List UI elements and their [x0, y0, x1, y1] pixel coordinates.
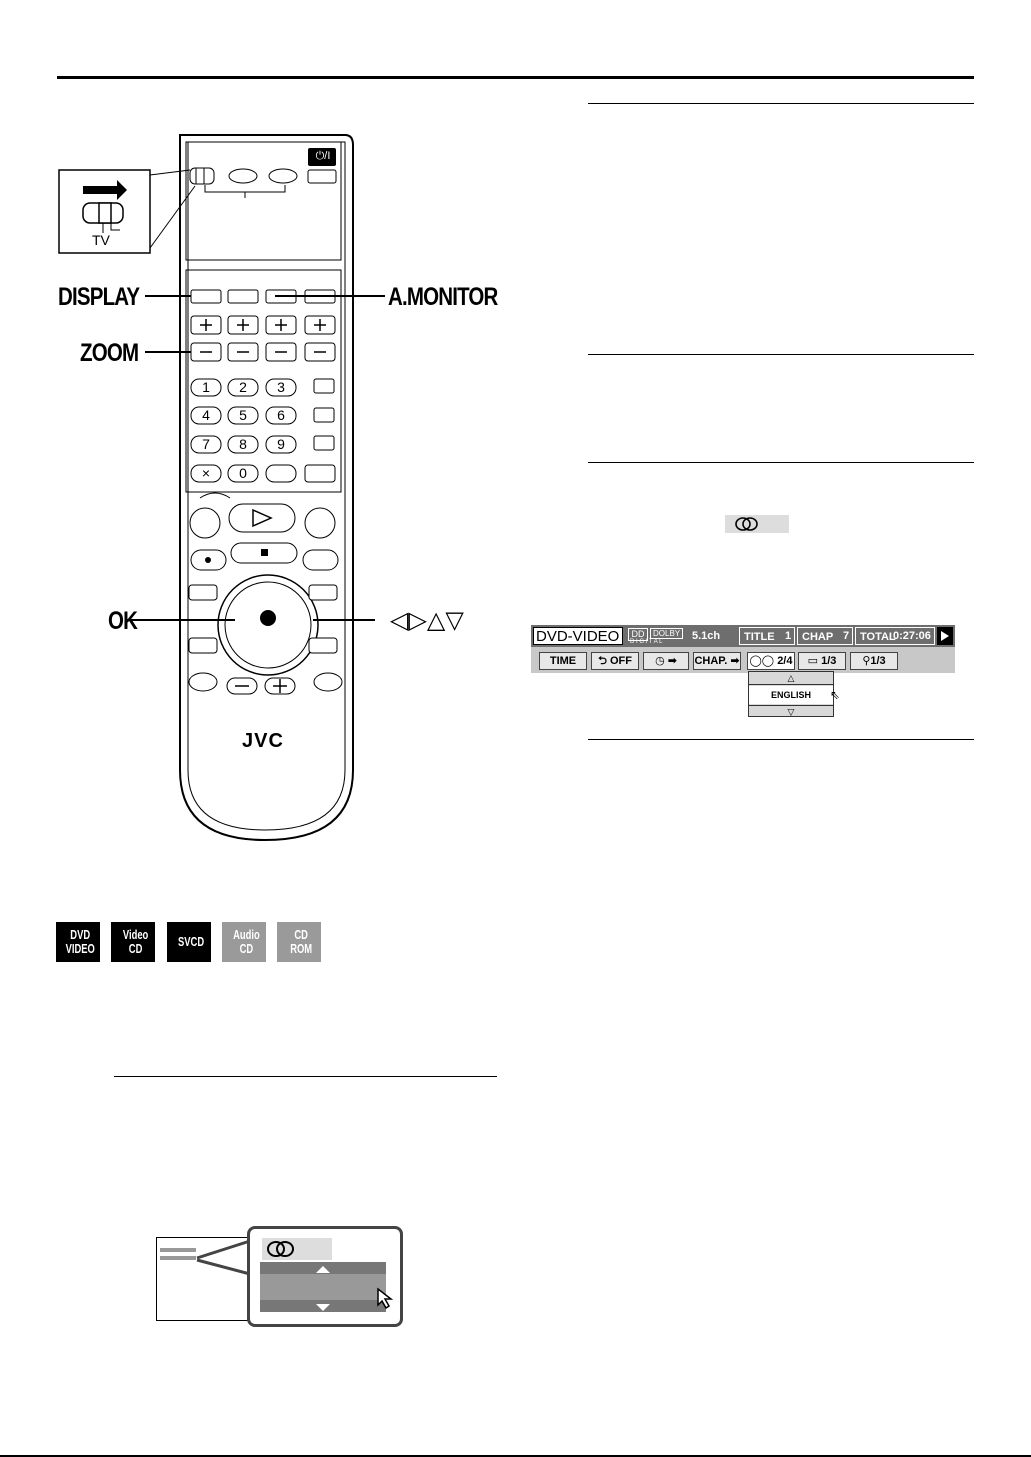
jvc-logo: JVC — [242, 730, 284, 752]
section-rule-2 — [588, 354, 974, 355]
power-button-label: ⏻/I — [315, 150, 331, 162]
ok-callout: OK — [108, 607, 138, 635]
arrow-right-icon: ➡ — [730, 655, 740, 667]
osd-play-icon — [937, 627, 953, 645]
inset-audio-icon — [262, 1238, 332, 1260]
svg-text:3: 3 — [277, 379, 285, 395]
svg-text:6: 6 — [277, 407, 285, 423]
svg-text:8: 8 — [239, 436, 247, 452]
a-monitor-callout: A.MONITOR — [388, 283, 498, 311]
inset-up-arrow-icon — [260, 1262, 386, 1274]
svg-text:9: 9 — [277, 436, 285, 452]
arrows-callout: ◁▷△▽ — [390, 607, 464, 634]
badge-video-cd: Video CD — [111, 922, 155, 962]
osd-total-value: 0:27:06 — [893, 630, 931, 642]
audio-language-dropdown[interactable] — [748, 671, 834, 717]
audio-icon: ◯◯ — [749, 655, 775, 667]
osd-title-label: TITLE — [739, 627, 795, 645]
osd-time-button[interactable]: TIME — [539, 652, 587, 670]
zoom-connector — [195, 1236, 255, 1276]
badge-svcd: SVCD — [167, 922, 211, 962]
inset-down-arrow-icon — [260, 1300, 386, 1312]
osd-angle-button[interactable]: ⚲1/3 — [850, 652, 898, 670]
section-rule-1 — [588, 103, 974, 104]
osd-time-search-button[interactable] — [643, 652, 689, 670]
cursor-icon: ⇖ — [830, 688, 841, 702]
remote-control — [55, 130, 515, 850]
section-rule-4 — [588, 739, 974, 740]
section-rule-3 — [588, 462, 974, 463]
svg-text:7: 7 — [202, 436, 210, 452]
svg-text:1: 1 — [202, 379, 210, 395]
svg-text:×: × — [201, 465, 211, 481]
osd-channels: 5.1ch — [692, 630, 721, 642]
section-rule-left — [114, 1076, 497, 1077]
osd-chap-value: 7 — [843, 630, 850, 642]
tv-label: TV — [92, 232, 110, 248]
badge-cd-rom: CD ROM — [277, 922, 321, 962]
svg-text:5: 5 — [239, 407, 247, 423]
dropdown-value: ENGLISH — [749, 686, 833, 704]
osd-chapter-search-button[interactable]: CHAP. ➡ — [693, 652, 741, 670]
osd-total-label: TOTAL — [855, 627, 935, 645]
dolby-logo: DD DOLBY D I G I T A L — [628, 627, 684, 645]
svg-text:4: 4 — [202, 407, 210, 423]
svg-text:2: 2 — [239, 379, 247, 395]
subtitle-icon: ▭ — [807, 655, 819, 667]
osd-disc-type: DVD-VIDEO — [533, 627, 623, 645]
dolby-label: DOLBY — [650, 628, 683, 639]
digital-label: D I G I T A L — [630, 639, 663, 645]
osd-title-value: 1 — [785, 630, 792, 642]
zoom-callout: ZOOM — [80, 339, 139, 367]
display-callout: DISPLAY — [58, 283, 140, 311]
badge-dvd-video: DVD VIDEO — [56, 922, 100, 962]
dropdown-up-arrow-icon[interactable]: △ — [749, 672, 833, 685]
osd-repeat-button[interactable]: ⮌ OFF — [591, 652, 639, 670]
svg-text:0: 0 — [239, 465, 247, 481]
zoomed-inset — [247, 1226, 403, 1327]
osd-subtitle-button[interactable]: ▭ 1/3 — [798, 652, 846, 670]
angle-camera-icon: ⚲ — [862, 655, 871, 667]
clock-arrow-icon: ◷ ➡ — [655, 655, 677, 667]
osd-audio-button[interactable]: ◯◯ 2/4 — [747, 652, 795, 670]
header-rule — [57, 76, 974, 79]
osd-chap-label: CHAP — [797, 627, 853, 645]
audio-icon-inline — [725, 515, 789, 533]
badge-audio-cd: Audio CD — [222, 922, 266, 962]
dropdown-down-arrow-icon[interactable]: ▽ — [749, 705, 833, 718]
inset-selected-row — [260, 1274, 386, 1300]
inset-cursor-icon — [376, 1287, 398, 1314]
repeat-icon: ⮌ — [598, 655, 607, 667]
